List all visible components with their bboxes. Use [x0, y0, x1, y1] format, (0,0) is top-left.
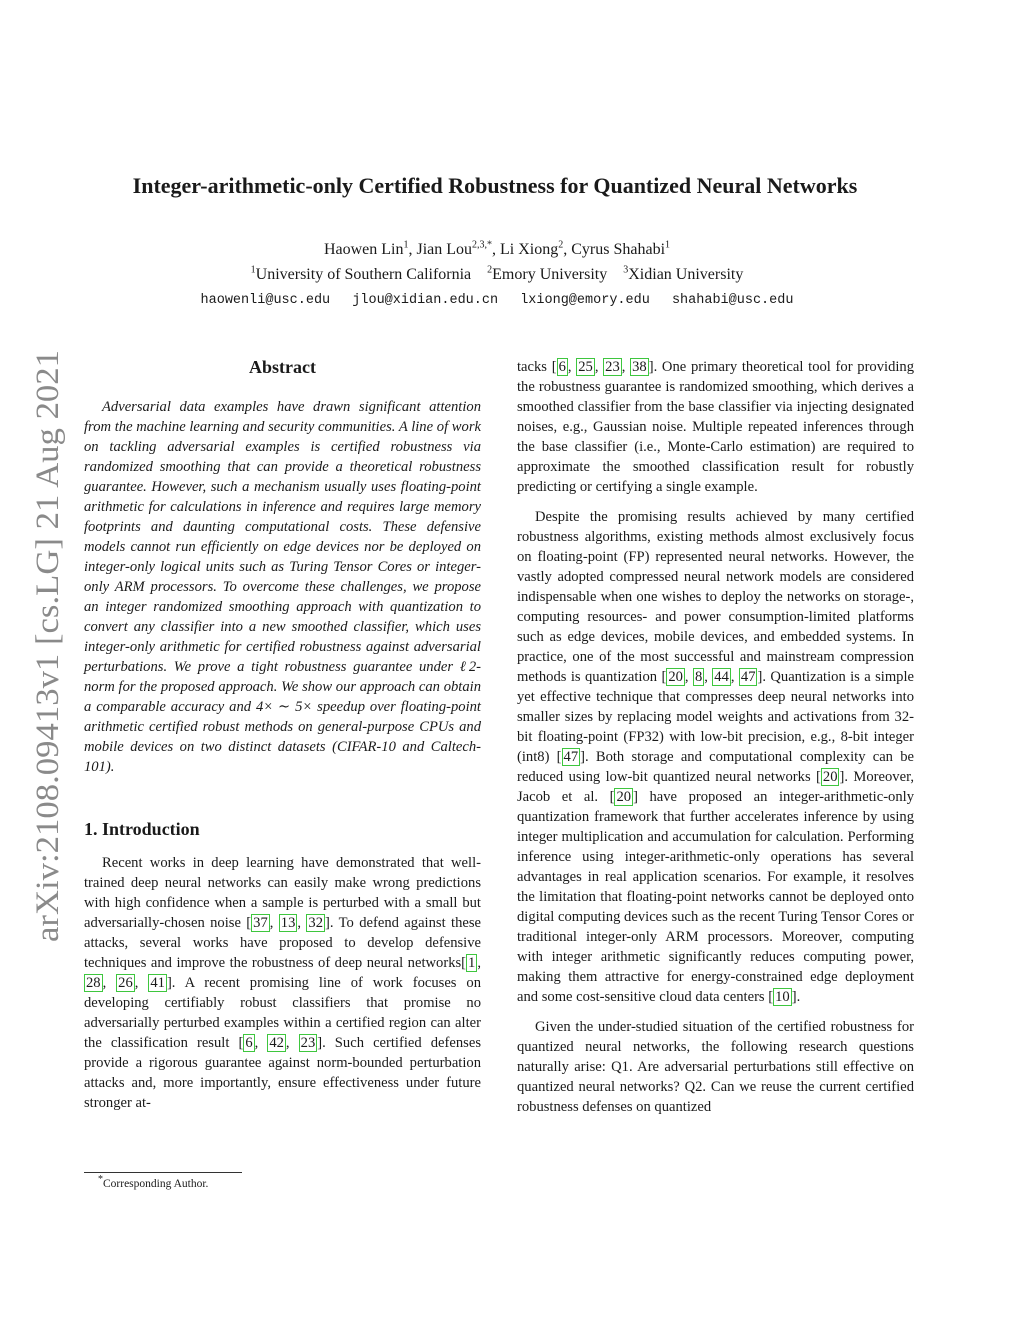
intro-paragraph-1-continued: tacks [ 6 , 25 , 23 , 38 ]. One primary theoretical tool for providing the robustness guarantee is randomized smoothing, which derives a smoothed classifier from the base classifier via injecting designated noises, e.g., Gaussian noise. Multiple repeated inferences through the base classifier (i.e., Monte-Carlo estimation) are required to approximate the smoothed classification result for robustly predicting or certifying a single example. [517, 359, 915, 495]
abstract-text: Adversarial data examples have drawn significant attention from the machine learning and security communities. A line of work on tackling adversarial examples is certified robustness via randomized smoothing that can provide a theoretical robustness guarantee. However, such a mechanism usually uses floating-point arithmetic for calculations in inference and requires large memory footprints and daunting computational costs. These defensive models cannot run efficiently on edge devices nor be deployed on integer-only logical units such as Turing Tensor Cores or integer-only ARM processors. To overcome these challenges, we propose an integer randomized smoothing approach with quantization to convert any classifier into a new smoothed classifier, which uses integer-only arithmetic for certified robustness against adversarial perturbations. We prove a tight robustness guarantee under ℓ2-norm for the proposed approach. We show our approach can obtain a comparable accuracy and 4× ∼ 5× speedup over floating-point arithmetic certified robust methods on general-purpose CPUs and mobile devices on two distinct datasets (CIFAR-10 and Caltech-101). [84, 399, 481, 775]
citation-link[interactable]: 41 [150, 975, 165, 991]
author-list: Haowen Lin$^1$, Jian Lou$^{2,3,*}$, Li Xiong$^2$, Cyrus Shahabi$^1$ [323, 239, 671, 258]
citation-link[interactable]: 26 [118, 975, 133, 991]
intro-paragraph-2: Despite the promising results achieved by many certified robustness algorithms, existing methods almost exclusively focus on floating-point (FP) represented neural networks. However, the vastly adopted compressed neural network models are considered indispensable when one wishes to deploy the networks on storage-, computing resources- and power consumption-limited platforms such as edge devices, mobile devices, and embedded systems. In practice, one of the most successful and mainstream compression methods is quantization [ 20 , 8 , 44 , 47 ]. Quantization is a simple yet effective technique that compresses deep neural networks into smaller sizes by replacing model weights and activations from 32-bit floating-point (FP32) with low-bit precision, e.g., 8-bit integer (int8) [ 47 ]. Both storage and computational complexity can be reduced using low-bit quantized neural networks [ 20 ]. Moreover, Jacob et al. [ 20 ] have proposed an integer-arithmetic-only quantization framework that further accelerates inference by using integer multiplication and accumulation for calculation. Performing inference using integer-arithmetic-only operations has several advantages in real application scenarios. For example, it resolves the limitation that floating-point networks cannot be deployed onto digital computing devices such as the recent Turing Tensor Cores or traditional integer-only ARM processors. Moreover, computing with integer arithmetic significantly reduces computing power, making them attractive for energy-constrained edge deployment and some cost-sensitive cloud data centers [ 10 ]. [517, 509, 915, 1005]
author-name: Haowen Lin [323, 241, 404, 258]
citation-link[interactable]: 37 [253, 915, 268, 931]
abstract-heading: Abstract [249, 357, 316, 377]
citation-link[interactable]: 20 [668, 669, 683, 685]
citation-link[interactable]: 47 [740, 669, 756, 685]
intro-paragraph-1: Recent works in deep learning have demonstrated that well-trained deep neural networks can easily make wrong predictions with high confidence when a sample is perturbed with a small but adversarially-chosen noise [ 37 , 13 , 32 ]. To defend against these attacks, several works have proposed to develop defensive techniques and improve the robustness of deep neural networks[ 1 , 28 , 26 , 41 ]. A recent promising line of work focuses on developing certifiably robust classifiers that promise no adversarially perturbed examples within a certified region can alter the classification result [ 6 , 42 , 23 ]. Such certified defenses provide a rigorous guarantee against norm-bounded perturbation attacks and, more importantly, ensure effectiveness under future stronger at- [84, 855, 481, 1111]
author-email[interactable]: haowenli@usc.edu [200, 293, 331, 308]
footnote: *Corresponding Author. [98, 1174, 209, 1190]
affiliation: $^1$University of Southern California [250, 264, 472, 283]
section-heading-introduction: 1. Introduction [84, 819, 200, 839]
citation-link[interactable]: 47 [563, 749, 579, 765]
citation-link[interactable]: 32 [308, 915, 324, 931]
citation-link[interactable]: 23 [605, 359, 620, 375]
citation-link[interactable]: 23 [300, 1035, 316, 1051]
paper-title: Integer-arithmetic-only Certified Robustness for Quantized Neural Networks [132, 173, 858, 198]
author-affiliation-mark: 1 [403, 239, 409, 251]
citation-link[interactable]: 1 [468, 955, 476, 971]
intro-paragraph-3: Given the under-studied situation of the certified robustness for quantized neural networks, the following research questions naturally arise: Q1. Are adversarial perturbations still effective on quantized neural networks? Q2. Can we reuse the current certified robustness defenses on quantized [517, 1019, 914, 1115]
affiliation: $^3$Xidian University [623, 264, 744, 283]
author-name: Jian Lou [416, 241, 473, 258]
citation-link[interactable]: 44 [714, 669, 729, 685]
arxiv-identifier-stamp [27, 350, 67, 942]
right-column [517, 357, 914, 1127]
citation-link[interactable]: 20 [822, 769, 838, 785]
citation-link[interactable]: 6 [245, 1035, 253, 1051]
author-affiliation-mark: 2 [558, 239, 564, 251]
email-list [80, 293, 914, 308]
author-email[interactable]: jlou@xidian.edu.cn [352, 293, 499, 308]
affiliation: $^2$Emory University [487, 264, 608, 283]
citation-link[interactable]: 13 [280, 915, 296, 931]
citation-link[interactable]: 28 [86, 975, 101, 991]
citation-link[interactable]: 25 [578, 359, 593, 375]
author-email[interactable]: shahabi@usc.edu [671, 293, 794, 308]
author-affiliation-mark: 2,3,* [472, 239, 493, 251]
footnote-rule [84, 1172, 242, 1173]
author-name: Li Xiong [500, 241, 559, 258]
left-column [84, 357, 481, 1123]
author-email[interactable]: lxiong@emory.edu [520, 293, 650, 308]
citation-link[interactable]: 20 [616, 789, 632, 805]
citation-link[interactable]: 6 [558, 359, 566, 375]
arxiv-identifier-text: arXiv:2108.09413v1 [cs.LG] 21 Aug 2021 [30, 379, 66, 942]
citation-link[interactable]: 38 [632, 359, 647, 375]
author-affiliation-mark: 1 [665, 239, 671, 251]
author-name: Cyrus Shahabi [571, 241, 666, 258]
affiliation-list [80, 266, 914, 284]
citation-link[interactable]: 8 [694, 669, 703, 685]
citation-link[interactable]: 10 [775, 989, 790, 1005]
citation-link[interactable]: 42 [269, 1035, 284, 1051]
